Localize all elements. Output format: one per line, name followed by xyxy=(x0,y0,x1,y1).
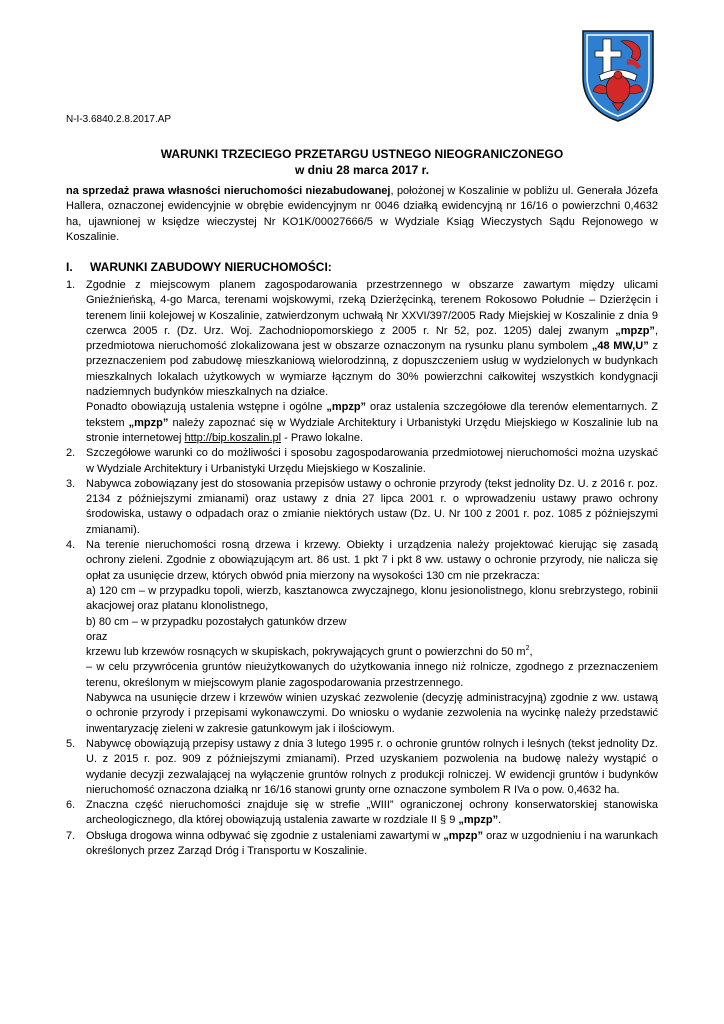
dash-text: – w celu przywrócenia gruntów nieużytkowanych do użytkowania innego niż rolnicze, zgodnego z przeznaczeniem terenu, określonym w miejscowym planie zagospodarowania przestrzennego. xyxy=(86,661,658,689)
conditions-list xyxy=(66,278,658,859)
permit-text: Nabywca na usunięcie drzew i krzewów winien uzyskać zezwolenie (decyzję administracyjną) zgodnie z ww. ustawą o ochronie przyrody i przepisami wykonawczymi. Do wniosku o wydanie zezwolenia na wycinkę należy przedstawić inwentaryzację zieleni w zakresie gatunkowym jak i ilościowym. xyxy=(86,692,658,735)
document-title xyxy=(66,146,658,178)
section-heading xyxy=(66,260,332,274)
item-number: 2. xyxy=(66,447,76,460)
item-number: 7. xyxy=(66,829,76,842)
item-number: 4. xyxy=(66,539,76,552)
item-number: 1. xyxy=(66,279,76,291)
subpoint-a: a) 120 cm – w przypadku topoli, wierzb, kasztanowca zwyczajnego, klonu jesionolistnego, klonu srebrzystego, robinii akacjowej oraz platanu klonolistnego, xyxy=(86,584,658,613)
item-number: 3. xyxy=(66,477,76,490)
list-item-3: 3. Nabywca zobowiązany jest do stosowania przepisów ustawy o ochronie przyrody (tekst jednolity Dz. U. z 2016 r. poz. 2134 z późniejszymi zmianami) oraz ustawy z dnia 27 lipca 2001 r. o wprowadzeniu ustawy prawo ochrony środowiska, ustawy o odpadach oraz o zmianie niektórych ustaw (Dz. U. Nr 100 z 2001 r. poz. 1085 z późniejszymi zmianami). xyxy=(66,477,658,536)
reference-number: N-I-3.6840.2.8.2017.AP xyxy=(66,114,172,125)
section-number: I. xyxy=(66,260,73,274)
oraz-word: oraz xyxy=(86,630,108,643)
title-line-1: WARUNKI TRZECIEGO PRZETARGU USTNEGO NIEOGRANICZONEGO xyxy=(160,147,564,161)
list-item-4: 4. Na terenie nieruchomości rosną drzewa i krzewy. Obiekty i urządzenia należy projektować kierując się zasadą ochrony zieleni. Zgodnie z obowiązującym art. 86 ust. 1 pkt 7 i pkt 8 ww. ustawy o ochronie przyrody, nie nalicza się opłat za usunięcie drzew, których obwód pnia mierzony na wysokości 130 cm nie przekracza: a) 120 cm – w przypadku topoli, wierzb, kasztanowca zwyczajnego, klonu jesionolistnego, klonu srebrzystego, robinii akacjowej oraz platanu klonolistnego, b) 80 cm – w przypadku pozostałych gatunków drzew oraz krzewu lub krzewów rosnących w skupiskach, pokrywających grunt o powierzchni do 50 $m^2$, – w celu przywrócenia gruntów nieużytkowanych do użytkowania innego niż rolnicze, zgodnego z przeznaczeniem terenu, określonym w miejscowym planie zagospodarowania przestrzennego. Nabywca na usunięcie drzew i krzewów winien uzyskać zezwolenie (decyzję administracyjną) zgodnie z ww. ustawą o ochronie przyrody i przepisami wykonawczymi. Do wniosku o wydanie zezwolenia na wycinkę należy przedstawić inwentaryzację zieleni w zakresie gatunkowym jak i ilościowym. xyxy=(66,538,658,737)
list-item-1: 1. Zgodnie z miejscowym planem zagospodarowania przestrzennego w obszarze zawartym między ulicami Gnieźnieńską, 4-go Marca, terenami wojskowymi, rzeką Dzierżęcinką, terenem Rokosowo Południe – Dzierżęcin i terenem linii kolejowej w Koszalinie, zatwierdzonym uchwałą Nr XXVI/397/2005 Rady Miejskiej w Koszalinie z dnia 9 czerwca 2005 r. (Dz. Urz. Woj. Zachodniopomorskiego z 2005 r. Nr 52, poz. 1205) dalej zwanym „mpzp”, przedmiotowa nieruchomość zlokalizowana jest w obszarze oznaczonym na rysunku planu symbolem „48 MW,U” z przeznaczeniem pod zabudowę mieszkaniową wielorodzinną, z dopuszczeniem usług w wydzielonych w budynkach mieszkalnych lokalach użytkowych w wymiarze łącznym do 30% powierzchni całkowitej wszystkich kondygnacji nadziemnych budynków mieszkalnych na działce. Ponadto obowiązują ustalenia wstępne i ogólne „mpzp” oraz ustalenia szczegółowe dla terenów elementarnych. Z tekstem „mpzp” należy zapoznać się w Wydziale Architektury i Urbanistyki Urzędu Miejskiego w Koszalinie lub na stronie internetowej http://bip.koszalin.pl - Prawo lokalne. xyxy=(66,279,658,444)
item-number: 5. xyxy=(66,737,76,750)
intro-bold: na sprzedaż prawa własności nieruchomości niezabudowanej xyxy=(66,185,391,197)
item-number: 6. xyxy=(66,799,76,812)
list-item-7: 7. Obsługa drogowa winna odbywać się zgodnie z ustaleniami zawartymi w „mpzp” oraz w uzgodnieniu i na warunkach określonych przez Zarząd Dróg i Transportu w Koszalinie. xyxy=(66,829,658,857)
intro-paragraph xyxy=(66,184,658,245)
list-item-6: 6. Znaczna część nieruchomości znajduje się w strefie „WIII” ograniczonej ochrony konserwatorskiej stanowiska archeologicznego, dla której obowiązują ustalenia zawarte w rozdziale II § 9 „mpzp”. xyxy=(66,799,658,827)
intro-text: , położonej w Koszalinie w pobliżu ul. Generała Józefa Hallera, oznaczonej ewidencyjnie w obrębie ewidencyjnym nr 0046 działką ewidencyjną nr 16/16 o powierzchni 0,4632 ha, ujawnionej w księdze wieczystej Nr KO1K/00027666/5 w Wydziale Ksiąg Wieczystych Sądu Rejonowego w Koszalinie. xyxy=(66,185,658,243)
list-item-2: 2. Szczegółowe warunki co do możliwości i sposobu zagospodarowania przedmiotowej nieruchomości można uzyskać w Wydziale Architektury i Urbanistyki Urzędu Miejskiego w Koszalinie. xyxy=(66,447,658,475)
title-line-2: w dniu 28 marca 2017 r. xyxy=(294,163,430,177)
shrubs-text: krzewu lub krzewów rosnących w skupiskach, pokrywających grunt o powierzchni do 50 $m^2$, xyxy=(86,645,533,659)
list-item-5: 5. Nabywcę obowiązują przepisy ustawy z dnia 3 lutego 1995 r. o ochronie gruntów rolnych i leśnych (tekst jednolity Dz. U. z 2015 r. poz. 909 z późniejszymi zmianami). Przed uzyskaniem pozwolenia na budowę należy wystąpić o wydanie decyzji zezwalającej na wyłączenie gruntów rolnych z produkcji rolniczej. W ewidencji gruntów i budynków nieruchomość oznaczona działką nr 16/16 stanowi grunty orne oznaczone symbolem R IVa o pow. 0,4632 ha. xyxy=(66,737,658,796)
subpoint-b: b) 80 cm – w przypadku pozostałych gatunków drzew xyxy=(86,615,347,628)
koszalin-coat-of-arms-icon xyxy=(581,29,655,123)
bip-link[interactable]: http://bip.koszalin.pl xyxy=(184,431,282,444)
section-title: WARUNKI ZABUDOWY NIERUCHOMOŚCI: xyxy=(90,260,332,274)
